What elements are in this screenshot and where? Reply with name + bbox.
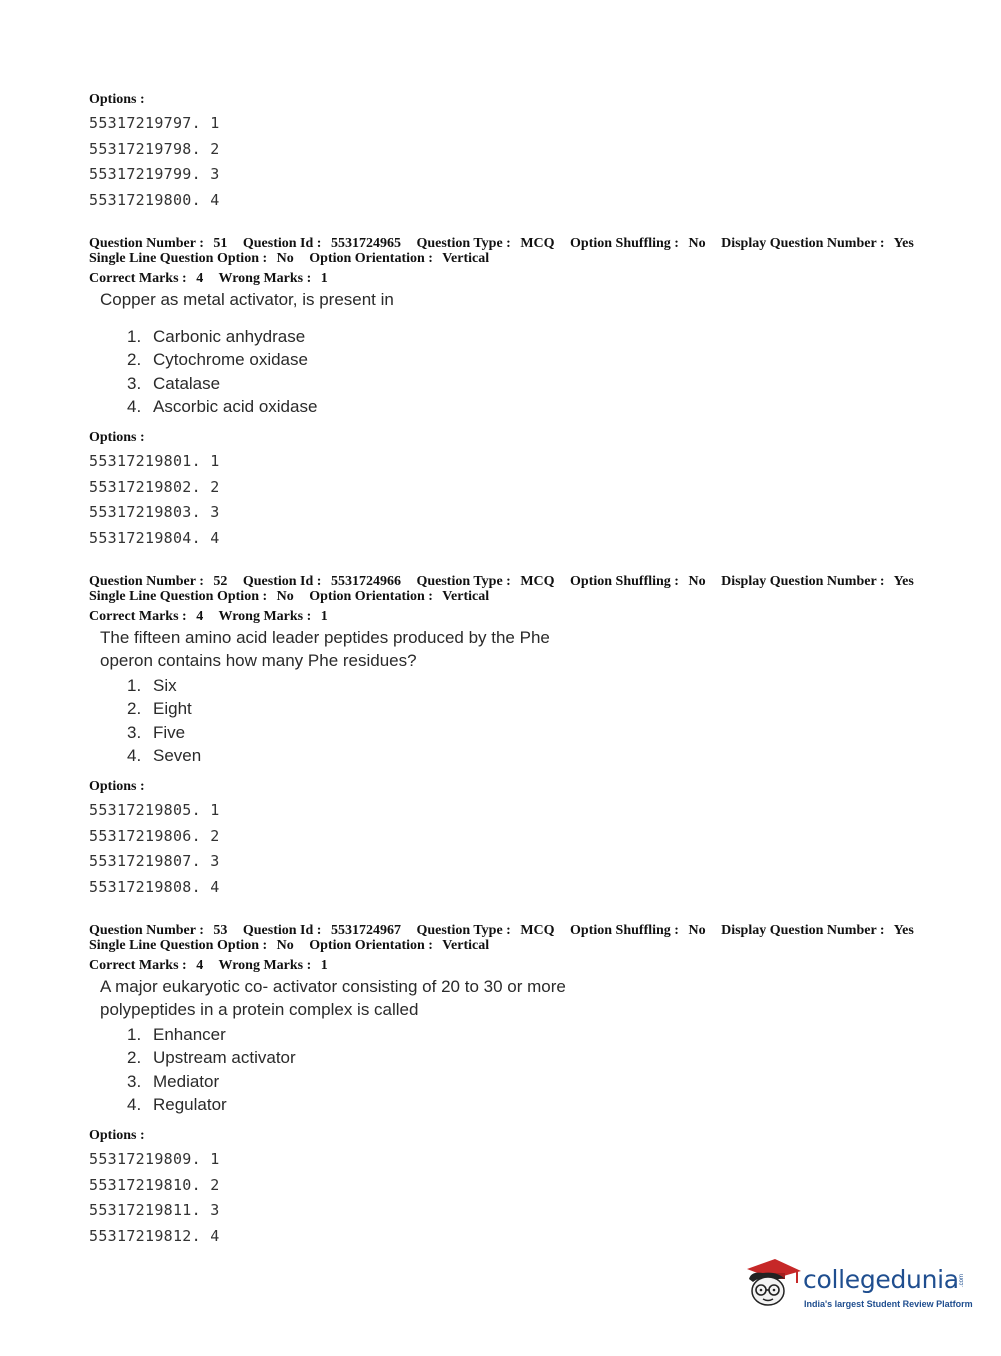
choice-item: 3. Five [127,722,186,742]
answer-choices [127,674,926,767]
question-block-51 [89,236,926,418]
choice-item: 2. Upstream activator [127,1048,296,1068]
question-meta-line-2: Single Line Question Option : No Option Orientation : Vertical [89,589,490,604]
options-list [89,449,220,551]
options-label: Options : [89,92,145,107]
marks-line: Correct Marks : 4 Wrong Marks : 1 [89,609,328,624]
marks-line: Correct Marks : 4 Wrong Marks : 1 [89,958,328,973]
options-list [89,111,220,213]
options-label: Options : [89,430,145,445]
question-text: The fifteen amino acid leader peptides produced by the Phe operon contains how many Phe residues? [100,628,550,670]
choice-item: 1. Carbonic anhydrase [127,327,306,346]
choice-item: 1. Six [127,676,177,695]
choice-item: 3. Catalase [127,373,221,393]
options-list [89,1147,220,1249]
logo-com: .com [959,1274,965,1288]
question-block-52 [89,574,926,767]
choice-item: 1. Enhancer [127,1025,226,1044]
option-row: 55317219809. 1 [89,1150,220,1168]
question-block-53 [89,923,926,1116]
option-row: 55317219797. 1 [89,114,220,132]
option-row: 55317219811. 3 [89,1201,220,1219]
question-meta-line-1: Question Number : 52 Question Id : 5531724966 Question Type : MCQ Option Shuffling : No Display Question Number : Yes [89,574,914,589]
option-row: 55317219810. 2 [89,1175,220,1194]
question-meta-line-1: Question Number : 53 Question Id : 5531724967 Question Type : MCQ Option Shuffling : No Display Question Number : Yes [89,923,914,938]
choice-item: 4. Ascorbic acid oxidase [127,396,318,416]
logo-wordmark: collegedunia [803,1265,959,1294]
choice-item: 4. Regulator [127,1094,227,1114]
option-row: 55317219798. 2 [89,139,220,158]
option-row: 55317219800. 4 [89,190,220,209]
options-block-q51 [89,430,220,551]
answer-choices [127,1023,926,1116]
mascot-icon [741,1249,801,1309]
option-row: 55317219812. 4 [89,1226,220,1245]
question-meta-line-1: Question Number : 51 Question Id : 5531724965 Question Type : MCQ Option Shuffling : No Display Question Number : Yes [89,236,914,251]
option-row: 55317219804. 4 [89,528,220,547]
option-row: 55317219806. 2 [89,826,220,845]
options-block-q52 [89,779,220,900]
logo-tagline: India's largest Student Review Platform [804,1299,973,1309]
option-row: 55317219808. 4 [89,877,220,896]
choice-item: 4. Seven [127,745,202,765]
choice-item: 3. Mediator [127,1071,220,1091]
options-block-q50 [89,92,220,213]
options-list [89,798,220,900]
option-row: 55317219805. 1 [89,801,220,819]
option-row: 55317219801. 1 [89,452,220,470]
question-meta-line-2: Single Line Question Option : No Option Orientation : Vertical [89,938,490,953]
option-row: 55317219803. 3 [89,503,220,521]
options-label: Options : [89,779,145,794]
options-block-q53 [89,1128,220,1249]
option-row: 55317219799. 3 [89,165,220,183]
choice-item: 2. Eight [127,699,192,719]
question-text: Copper as metal activator, is present in [100,290,394,309]
question-text: A major eukaryotic co- activator consisting of 20 to 30 or more polypeptides in a protein complex is called [100,977,566,1019]
question-meta-line-2: Single Line Question Option : No Option Orientation : Vertical [89,251,490,266]
marks-line: Correct Marks : 4 Wrong Marks : 1 [89,271,328,286]
choice-item: 2. Cytochrome oxidase [127,350,308,370]
options-label: Options : [89,1128,145,1143]
option-row: 55317219802. 2 [89,477,220,496]
option-row: 55317219807. 3 [89,852,220,870]
answer-choices [127,325,926,418]
collegedunia-logo [741,1249,971,1321]
